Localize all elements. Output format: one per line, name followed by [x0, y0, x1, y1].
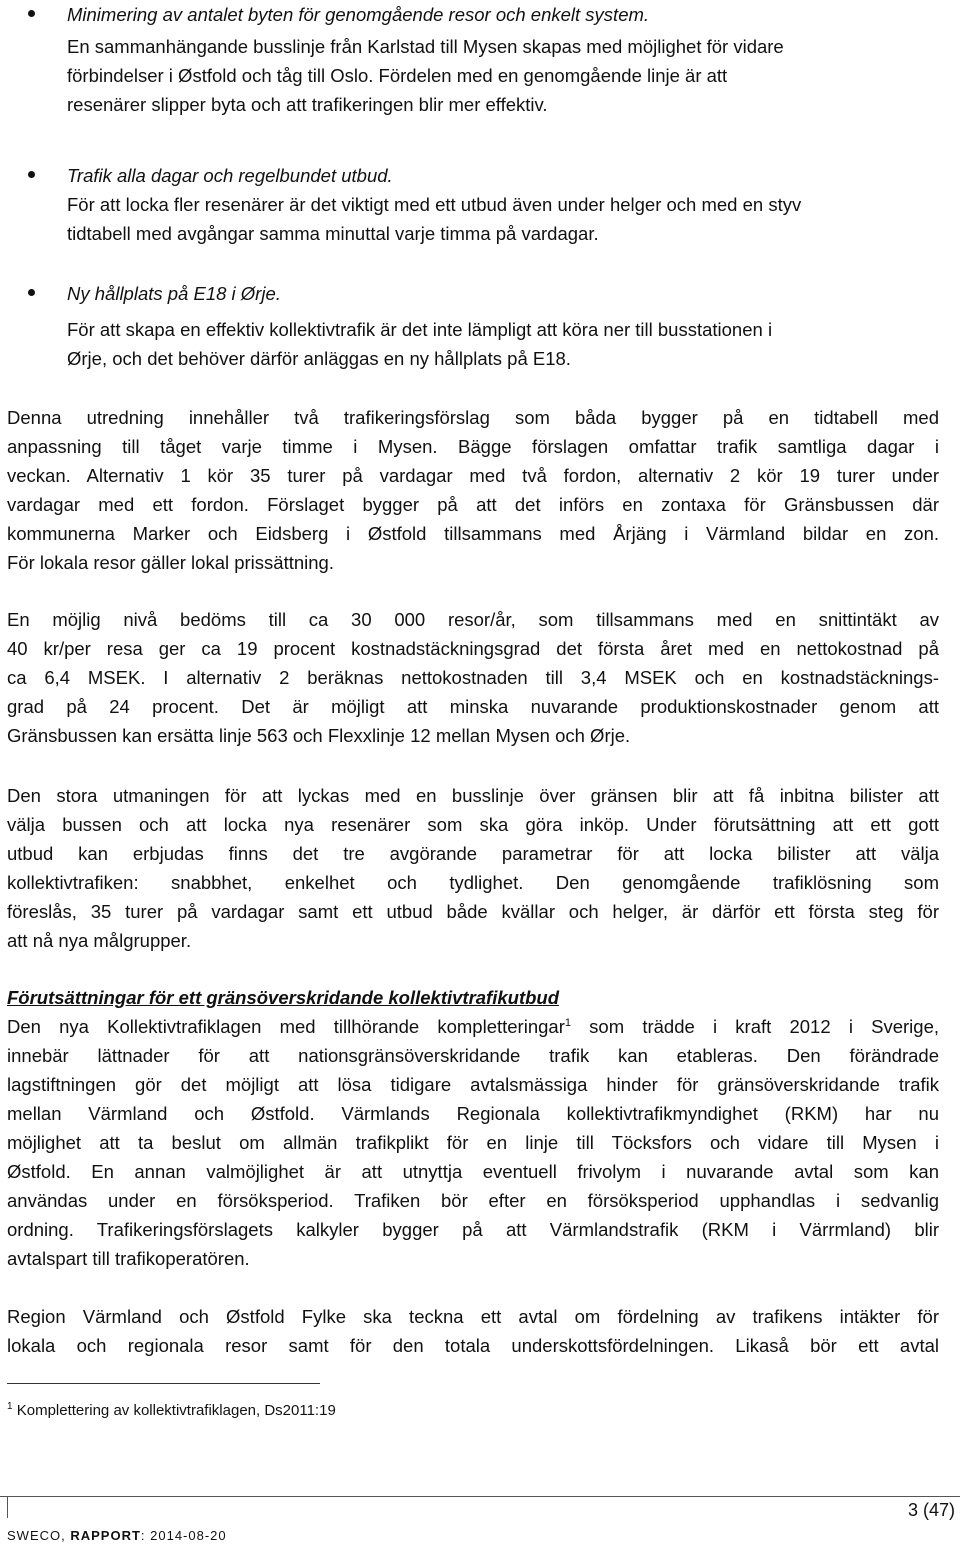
page-number: 3 (47) [907, 1500, 955, 1520]
text-line: veckan. Alternativ 1 kör 35 turer på vardagar med två fordon, alternativ 2 kör 19 turer under [7, 465, 939, 486]
bullet-dot [28, 289, 35, 296]
footer-divider [0, 1496, 960, 1497]
text-line: En sammanhängande busslinje från Karlstad till Mysen skapas med möjlighet för vidare [67, 36, 784, 57]
bullet-dot [28, 10, 35, 17]
text-line: föreslås, 35 turer på vardagar samt ett utbud både kvällar och helger, är därför ett första steg för [7, 901, 939, 922]
text-line: tidtabell med avgångar samma minuttal varje timma på vardagar. [67, 223, 599, 244]
text-line: 40 kr/per resa ger ca 19 procent kostnadstäckningsgrad det första året med en nettokostnad på [7, 638, 939, 659]
footnote-divider [7, 1383, 320, 1384]
paragraph [7, 1012, 939, 1273]
text-line: kollektivtrafiken: snabbhet, enkelhet och tydlighet. Den genomgående trafiklösning som [7, 872, 939, 893]
footer-label [7, 1528, 227, 1544]
text-line: lokala och regionala resor samt för den totala underskottsfördelningen. Likaså bör ett avtal [7, 1335, 939, 1356]
text-line: lagstiftningen gör det möjligt att lösa tidigare avtalsmässiga hinder för gränsöverskridande trafik [7, 1074, 939, 1095]
footer-company: SWECO, [7, 1528, 71, 1543]
text-line: att nå nya målgrupper. [7, 930, 192, 951]
text-line: Østfold. En annan valmöjlighet är att utnyttja eventuell frivolym i nuvarande avtal som kan [7, 1161, 939, 1182]
text-line: Region Värmland och Østfold Fylke ska teckna ett avtal om fördelning av trafikens intäkter för [7, 1306, 939, 1327]
footnote-text: Komplettering av kollektivtrafiklagen, Ds2011:19 [12, 1402, 336, 1419]
text-line: mellan Värmland och Østfold. Värmlands Regionala kollektivtrafikmyndighet (RKM) har nu [7, 1103, 939, 1124]
text-line: ca 6,4 MSEK. I alternativ 2 beräknas nettokostnaden till 3,4 MSEK och en kostnadstäcknings- [7, 667, 939, 688]
text-line: resenärer slipper byta och att trafikeringen blir mer effektiv. [67, 94, 548, 115]
text-line: möjlighet att ta beslut om allmän trafikplikt för en linje till Töcksfors och vidare till Mysen i [7, 1132, 939, 1153]
text-line: vardagar med ett fordon. Förslaget bygger på att det införs en zontaxa för Gränsbussen där [7, 494, 939, 515]
paragraph [7, 1302, 939, 1360]
text-line: Denna utredning innehåller två trafikeringsförslag som båda bygger på en tidtabell med [7, 407, 939, 428]
text-line: kommunerna Marker och Eidsberg i Østfold tillsammans med Årjäng i Värmland bildar en zon. [7, 523, 939, 544]
footnote [7, 1401, 336, 1421]
bullet-title: Ny hållplats på E18 i Ørje. [67, 283, 281, 304]
text-fragment: Den nya Kollektivtrafiklagen med tillhörande kompletteringar [7, 1016, 565, 1037]
bullet-item [0, 0, 960, 115]
paragraph [7, 781, 939, 955]
paragraph [7, 605, 939, 750]
text-line: utbud kan erbjudas finns det tre avgörande parametrar för att locka bilister att välja [7, 843, 939, 864]
text-line: Den stora utmaningen för att lyckas med en busslinje över gränsen blir att få inbitna bilister att [7, 785, 939, 806]
paragraph [7, 403, 939, 577]
text-line: grad på 24 procent. Det är möjligt att minska nuvarande produktionskostnader genom att [7, 696, 939, 717]
bullet-item [0, 161, 960, 244]
bullet-title: Trafik alla dagar och regelbundet utbud. [67, 165, 393, 186]
text-line [7, 1012, 939, 1041]
text-line: anpassning till tåget varje timme i Mysen. Bägge förslagen omfattar trafik samtliga dagar i [7, 436, 939, 457]
text-line: välja bussen och att locka nya resenärer som ska göra inköp. Under förutsättning att ett gott [7, 814, 939, 835]
bullet-body [67, 315, 947, 373]
bullet-body [67, 32, 947, 119]
text-line: ordning. Trafikeringsförslagets kalkyler bygger på att Värmlandstrafik (RKM i Värrmland) blir [7, 1219, 939, 1240]
text-line: avtalspart till trafikoperatören. [7, 1248, 250, 1269]
bullet-item [0, 279, 960, 369]
text-line: En möjlig nivå bedöms till ca 30 000 resor/år, som tillsammans med en snittintäkt av [7, 609, 939, 630]
text-line: För lokala resor gäller lokal prissättning. [7, 552, 334, 573]
bullet-dot [28, 171, 35, 178]
text-line: För att skapa en effektiv kollektivtrafik är det inte lämpligt att köra ner till busstationen i [67, 319, 773, 340]
text-fragment: som trädde i kraft 2012 i Sverige, [570, 1016, 939, 1037]
bullet-title: Minimering av antalet byten för genomgående resor och enkelt system. [67, 4, 650, 25]
footer-date: : 2014-08-20 [140, 1528, 227, 1543]
footnote-ref[interactable]: 1 [564, 1017, 571, 1029]
text-line: Ørje, och det behöver därför anläggas en ny hållplats på E18. [67, 348, 571, 369]
text-line: förbindelser i Østfold och tåg till Oslo. Fördelen med en genomgående linje är att [67, 65, 728, 86]
text-line: användas under en försöksperiod. Trafiken bör efter en försöksperiod upphandlas i sedvanlig [7, 1190, 939, 1211]
text-line: Gränsbussen kan ersätta linje 563 och Flexxlinje 12 mellan Mysen och Ørje. [7, 725, 631, 746]
text-line: För att locka fler resenärer är det viktigt med ett utbud även under helger och med en styv [67, 194, 802, 215]
footnote-number: 1 [7, 1401, 13, 1412]
footer-report: RAPPORT [70, 1528, 141, 1543]
bullet-body [67, 190, 947, 248]
section-heading: Förutsättningar för ett gränsöverskridande kollektivtrafikutbud [7, 987, 560, 1008]
text-line: innebär lättnader för att nationsgränsöverskridande trafik kan etableras. Den förändrade [7, 1045, 939, 1066]
footer-tick [7, 1496, 8, 1518]
